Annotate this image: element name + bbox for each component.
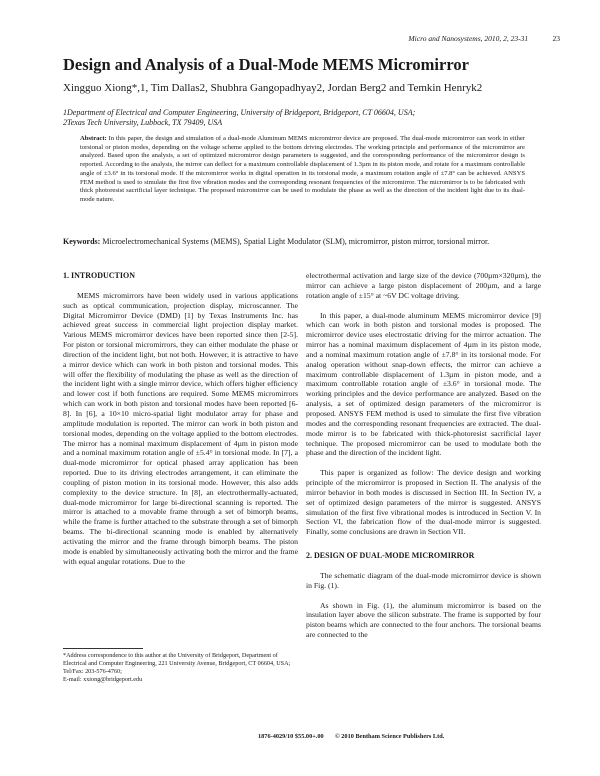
section-heading-design: 2. DESIGN OF DUAL-MODE MICROMIRROR bbox=[306, 551, 475, 561]
running-head bbox=[0, 34, 560, 43]
abstract-text: In this paper, the design and simulation of a dual-mode Aluminum MEMS micromirror device are proposed. The dual-mode micromirror can work in either torsional or piston modes, depending on the voltage scheme applied to the bottom driving electrodes. The working principle and performance of the micromirror are analyzed. Based upon the analysis, a set of optimized micromirror design parameters is suggested, and the corresponding performance of the micromirror design is reported. According to the analysis, the mirror can deflect for a maximum controllable displacement of 1.3µm in its piston mode, and rotate for a maximum controllable angle of ±3.6° in its torsional mode. If the micromirror works in digital operation in its torsional mode, a maximum rotation angle of ±7.8° can be achieved. ANSYS FEM method is used to simulate the first five vibration modes and the corresponding resonant frequencies of the micromirror. The micromirror is to be fabricated with thick photoresist sacrificial layer technique. The proposed micromirror can be used to modulate the phase as well as the direction of the incident light due to its dual-mode nature. bbox=[80, 135, 525, 203]
paragraph: electrothermal activation and large size of the device (700µm×320µm), the mirror can achieve a large piston displacement of 200µm, and a large rotation angle of ±15° at ~6V DC voltage driving. bbox=[306, 271, 541, 300]
keywords bbox=[63, 237, 541, 247]
footnote-divider bbox=[63, 648, 143, 649]
affiliations bbox=[63, 108, 541, 128]
paragraph: In this paper, a dual-mode aluminum MEMS micromirror device [9] which can work in both piston and torsional modes is proposed. The micromirror device uses electrostatic driving for the mirror actuation. The mirror has a nominal maximum displacement of 4µm in its piston mode, and a nominal maximum rotation angle of ±7.8° in its torsional mode. For analog operation without snap-down effects, the mirror can achieve a maximum controllable displacement of 1.3µm in piston mode, and a maximum controllable rotation angle of ±3.6° in torsional mode. The working principles and the device performance are analyzed. Based on the analysis, a set of optimized design parameters of the micromirror is proposed. ANSYS FEM method is used to simulate the first five vibration modes and the corresponding resonant frequencies are extracted. The dual-mode mirror is to be fabricated with thick-photoresist sacrificial layer technique. The proposed micromirror can be used to modulate both the phase and the direction of the incident light. bbox=[306, 310, 541, 458]
paper-title: Design and Analysis of a Dual-Mode MEMS Micromirror bbox=[63, 55, 469, 74]
footnote-address: *Address correspondence to this author at the University of Bridgeport, Department of Electrical and Computer Engineering, 221 University Avenue, Bridgeport, CT 06604, USA; Tel/Fax: 203-576-4760; bbox=[63, 652, 291, 675]
abstract-label: Abstract: bbox=[80, 135, 107, 142]
footnote-email: E-mail: xxiong@bridgeport.edu bbox=[63, 676, 143, 683]
correspondence-footnote bbox=[63, 652, 299, 684]
section-heading-introduction: 1. INTRODUCTION bbox=[63, 271, 136, 280]
paragraph: MEMS micromirrors have been widely used in various applications such as optical communication, projection display, microscanner. The Digital Micromirror Device (DMD) [1] by Texas Instruments Inc. has achieved great success in commercial light projection display market. Various MEMS micromirror devices have been reported since then [2-5]. For piston or torsional micromirrors, they can either modulate the phase or direction of the incident light, but not both. However, it is attractive to have a mirror device which can work in both piston and torsional modes. This will offer the flexibility of modulating the phase as well as the direction of the incident light with a single mirror device, which offers higher efficiency and lower cost if both functions are required. Some MEMS micromirrors which can work in both piston and torsional modes have been reported [6-8]. In [6], a 10×10 micro-spatial light modulator array for phase and amplitude modulation is reported. The mirror can work in both piston and torsional modes, depending on the voltage applied to the bottom electrodes. The mirror has a nominal maximum displacement of 4µm in piston mode and a nominal maximum rotation angle of ±5.4° in torsional mode. In [7], a dual-mode micromirror for optical phased array application has been reported. Due to its driving electrodes arrangement, it can eliminate the coupling of piston motion in its torsional mode. However, this also adds complexity to the device structure. In [8], an electrothermally-actuated, dual-mode micromirror for large bi-directional scanning is reported. The mirror is attached to a movable frame through a set of bimorph beams, while the frame is further attached to the substrate through a set of bimorph beams. The bi-directional scanning mode is enabled by alternatively activating the mirror and the frame through bimorph beams. The piston mode is enabled by simultaneously activating both the mirror and the frame with equal angular rotations. Due to the bbox=[63, 290, 298, 566]
publisher-copyright: © 2010 Bentham Science Publishers Ltd. bbox=[335, 733, 445, 740]
issn-price: 1876-4029/10 $55.00+.00 bbox=[258, 733, 324, 740]
page-number: 23 bbox=[552, 34, 560, 43]
paragraph: The schematic diagram of the dual-mode micromirror device is shown in Fig. (1). bbox=[306, 570, 541, 590]
paragraph: As shown in Fig. (1), the aluminum micromirror is based on the insulation layer above the silicon substrate. The frame is supported by four piston beams which are connected to the four anchors. The torsional beams are connected to the bbox=[306, 600, 541, 640]
journal-citation: Micro and Nanosystems, 2010, 2, 23-31 bbox=[408, 34, 529, 43]
keywords-label: Keywords: bbox=[63, 237, 101, 246]
right-column bbox=[306, 271, 541, 640]
keywords-text: Microelectromechanical Systems (MEMS), Spatial Light Modulator (SLM), micromirror, piston mirror, torsional mirror. bbox=[102, 237, 490, 246]
affiliation-2: 2Texas Tech University, Lubbock, TX 79409, USA bbox=[63, 118, 223, 127]
affiliation-1: 1Department of Electrical and Computer Engineering, University of Bridgeport, Bridgeport, CT 06604, USA; bbox=[63, 108, 416, 117]
abstract bbox=[80, 135, 525, 205]
author-list: Xingguo Xiong*,1, Tim Dallas2, Shubhra Gangopadhyay2, Jordan Berg2 and Temkin Henryk2 bbox=[63, 82, 483, 94]
paragraph: This paper is organized as follow: The device design and working principle of the micromirror is proposed in Section II. The analysis of the mirror behavior in both modes is discussed in Section III. In Section IV, a set of optimized design parameters of the mirror is suggested. ANSYS simulation of the first five vibrational modes is introduced in Section V. In Section VI, the fabrication flow of the dual-mode mirror is suggested. Finally, some conclusions are drawn in Section VII. bbox=[306, 468, 541, 537]
left-column bbox=[63, 271, 298, 566]
